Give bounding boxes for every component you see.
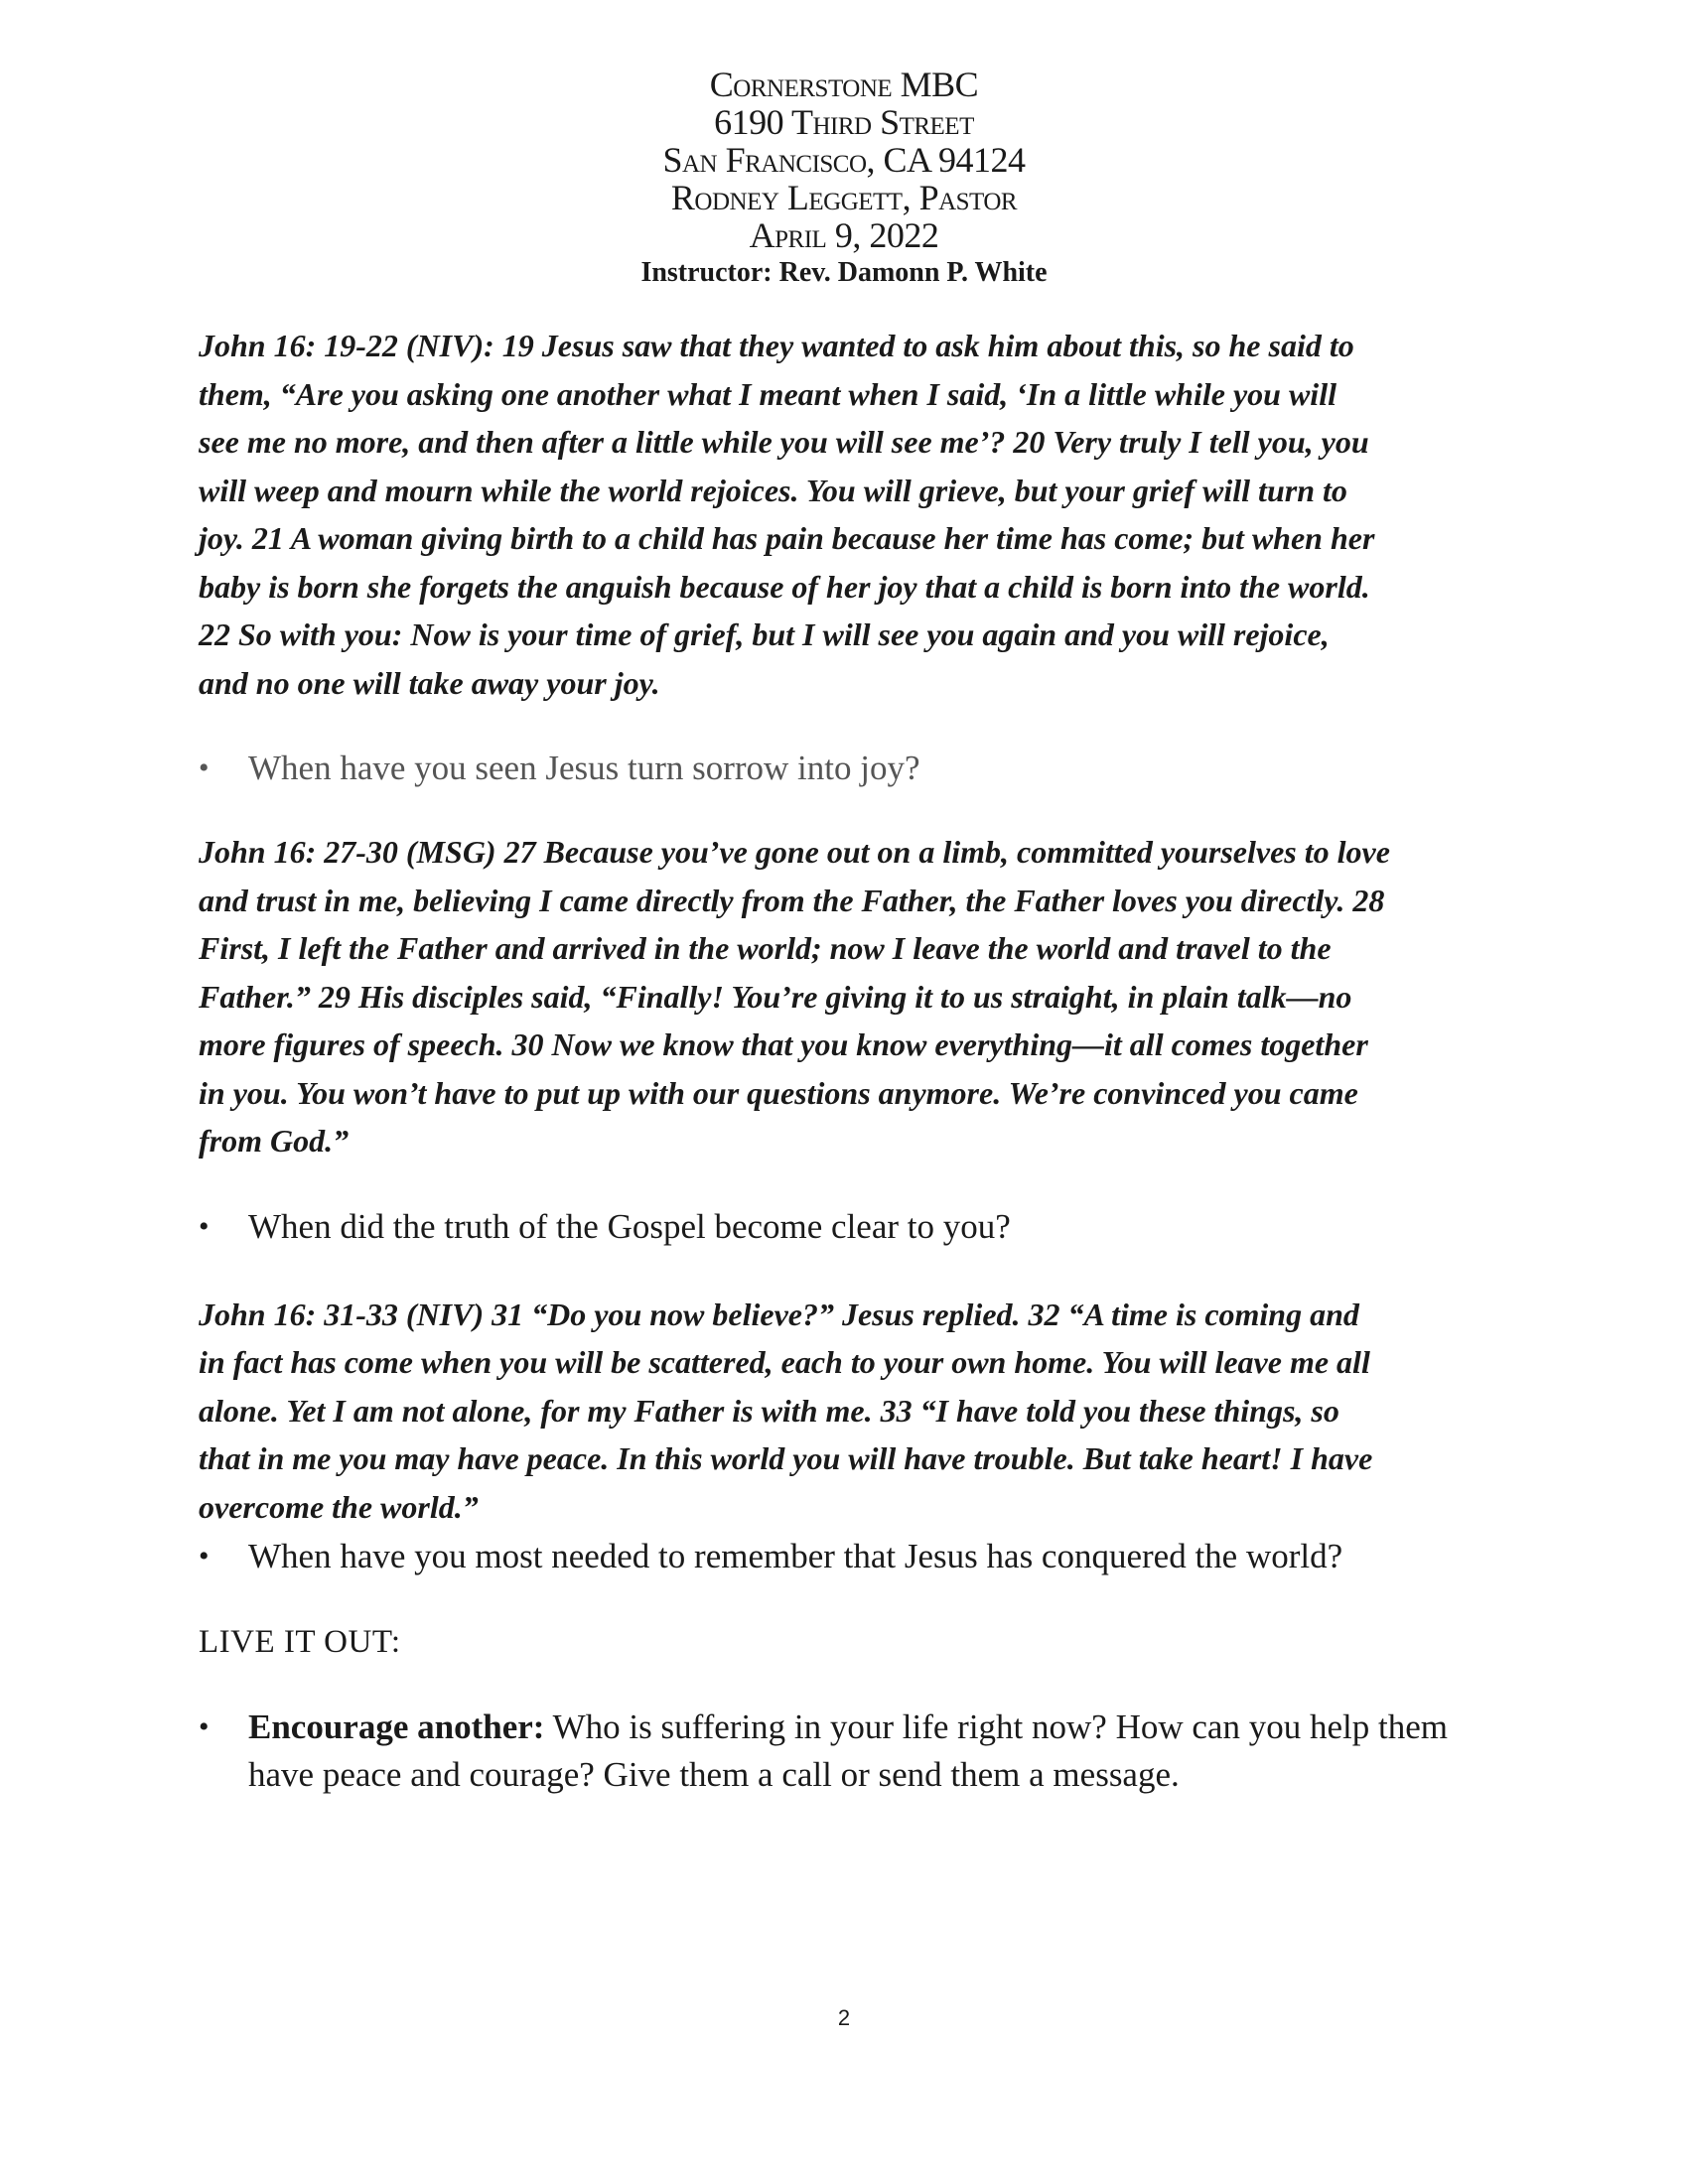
action-text: Who is suffering in your life right now? How can you help them have peace and courage? Give them a call or send them a message. [248,1707,1448,1794]
passage-line: more figures of speech. 30 Now we know that you know everything—it all comes together [199,1026,1368,1062]
scripture-passage-2 [199,828,1499,1165]
church-header [199,66,1489,292]
question-text: When have you most needed to remember that Jesus has conquered the world? [248,1537,1343,1575]
passage-line: alone. Yet I am not alone, for my Father is with me. 33 “I have told you these things, so [199,1392,1339,1429]
passage-line: John 16: 27-30 (MSG) 27 Because you’ve gone out on a limb, committed yourselves to love [199,834,1390,870]
church-street: 6190 Third Street [714,102,974,142]
scripture-passage-1 [199,322,1499,707]
question-text: When did the truth of the Gospel become clear to you? [248,1206,1011,1246]
passage-line: in you. You won’t have to put up with our questions anymore. We’re convinced you came [199,1074,1358,1111]
bullet-icon: • [199,1710,210,1743]
action-title: Encourage another: [248,1707,545,1746]
reflection-question-3 [199,1533,1519,1580]
passage-line: and no one will take away your joy. [199,664,660,701]
church-name: Cornerstone MBC [709,65,979,104]
passage-line: John 16: 31-33 (NIV) 31 “Do you now believe?” Jesus replied. 32 “A time is coming and [199,1296,1359,1332]
bullet-icon: • [199,751,210,784]
passage-line: baby is born she forgets the anguish because of her joy that a child is born into the world. [199,568,1370,605]
passage-line: in fact has come when you will be scattered, each to your own home. You will leave me all [199,1344,1370,1380]
bullet-icon: • [199,1540,210,1572]
passage-line: from God.” [199,1123,350,1159]
page-number: 2 [837,2005,851,2030]
passage-line: see me no more, and then after a little while you will see me’? 20 Very truly I tell you, you [199,424,1369,460]
passage-line: 22 So with you: Now is your time of grief, but I will see you again and you will rejoice, [199,616,1330,652]
document-page [199,60,1489,1799]
passage-line: and trust in me, believing I came directly from the Father, the Father loves you directly. 28 [199,882,1385,918]
passage-line: First, I left the Father and arrived in the world; now I leave the world and travel to the [199,930,1332,966]
live-it-out-heading: LIVE IT OUT: [199,1624,401,1660]
church-pastor: Rodney Leggett, Pastor [670,178,1018,217]
passage-line: them, “Are you asking one another what I meant when I said, ‘In a little while you will [199,375,1336,412]
instructor-line: Instructor: Rev. Damonn P. White [640,257,1048,288]
passage-line: John 16: 19-22 (NIV): 19 Jesus saw that they wanted to ask him about this, so he said to [199,328,1354,363]
passage-line: overcome the world.” [199,1488,479,1525]
lesson-date: April 9, 2022 [749,215,939,255]
church-city: San Francisco, CA 94124 [662,140,1026,180]
reflection-question-2 [199,1203,1519,1251]
passage-line: that in me you may have peace. In this world you will have trouble. But take heart! I have [199,1440,1373,1476]
live-it-out-item [199,1704,1519,1799]
passage-line: joy. 21 A woman giving birth to a child has pain because her time has come; but when her [199,520,1375,556]
passage-line: will weep and mourn while the world rejoices. You will grieve, but your grief will turn to [199,472,1347,508]
bullet-icon: • [199,1209,210,1243]
scripture-passage-3 [199,1291,1499,1532]
passage-line: Father.” 29 His disciples said, “Finally! You’re giving it to us straight, in plain talk—no [199,978,1352,1015]
reflection-question-1 [199,745,1519,792]
question-text: When have you seen Jesus turn sorrow into joy? [248,749,920,787]
